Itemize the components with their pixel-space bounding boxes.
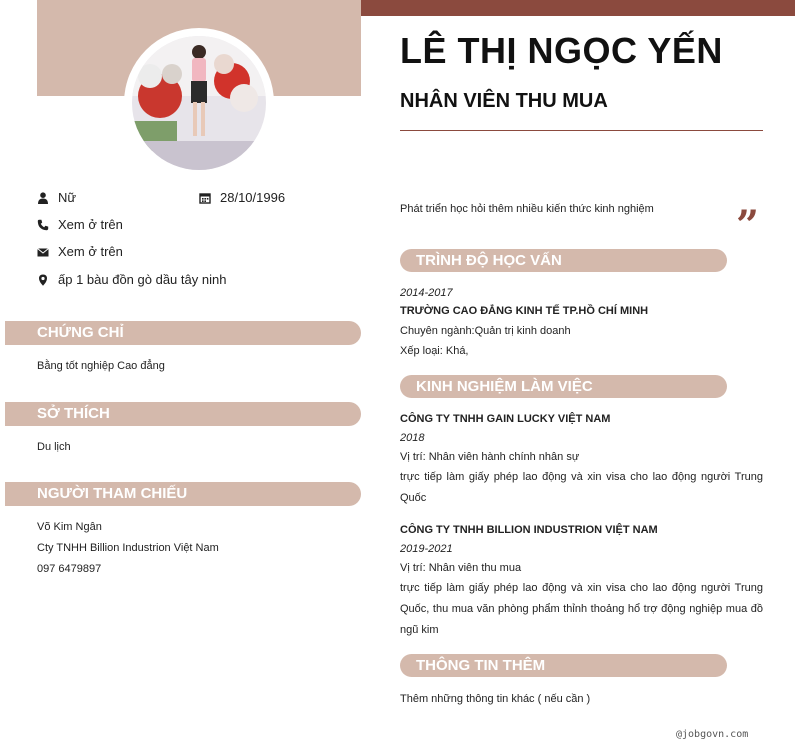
hobbies-heading: SỞ THÍCH xyxy=(5,402,361,426)
top-accent-bar xyxy=(361,0,795,16)
job-description: trực tiếp làm giấy phép lao động và xin visa cho lao động người Trung Quốc xyxy=(400,471,763,504)
envelope-icon xyxy=(37,246,49,258)
experience-heading: KINH NGHIỆM LÀM VIỆC xyxy=(400,375,727,398)
candidate-name: LÊ THỊ NGỌC YẾN xyxy=(400,30,723,71)
user-icon xyxy=(37,192,49,204)
job-period: 2018 xyxy=(400,432,425,444)
job-period: 2019-2021 xyxy=(400,543,453,555)
education-school: TRƯỜNG CAO ĐẲNG KINH TẾ TP.HỒ CHÍ MINH xyxy=(400,305,649,317)
additional-info-text: Thêm những thông tin khác ( nếu cần ) xyxy=(400,693,591,705)
address-value: ấp 1 bàu đồn gò dầu tây ninh xyxy=(58,272,227,287)
job-position: Vị trí: Nhân viên hành chính nhân sự xyxy=(400,451,580,463)
gender-value: Nữ xyxy=(58,190,77,205)
job-title: NHÂN VIÊN THU MUA xyxy=(400,90,608,112)
reference-company: Cty TNHH Billion Industrion Việt Nam xyxy=(37,542,219,554)
address-row xyxy=(37,272,226,287)
email-value: Xem ở trên xyxy=(58,244,123,259)
certificate-item: Bằng tốt nghiệp Cao đẳng xyxy=(37,360,165,372)
phone-row xyxy=(37,217,123,232)
certificates-heading: CHỨNG CHỈ xyxy=(5,321,361,345)
job-company: CÔNG TY TNHH BILLION INDUSTRION VIỆT NAM xyxy=(400,524,658,536)
education-grade: Xếp loại: Khá, xyxy=(400,345,469,357)
reference-phone: 097 6479897 xyxy=(37,563,102,575)
watermark: @jobgovn.com xyxy=(676,729,749,740)
avatar-photo xyxy=(132,36,266,170)
avatar xyxy=(132,36,266,170)
email-row xyxy=(37,244,123,259)
references-heading: NGƯỜI THAM CHIẾU xyxy=(5,482,361,506)
job-company: CÔNG TY TNHH GAIN LUCKY VIỆT NAM xyxy=(400,413,611,425)
location-pin-icon xyxy=(37,274,49,286)
job-position: Vị trí: Nhân viên thu mua xyxy=(400,562,522,574)
education-heading: TRÌNH ĐỘ HỌC VẤN xyxy=(400,249,727,272)
calendar-icon xyxy=(199,192,211,204)
hobby-item: Du lịch xyxy=(37,441,71,453)
additional-info-heading: THÔNG TIN THÊM xyxy=(400,654,727,677)
birth-date-row xyxy=(199,190,285,205)
education-major: Chuyên ngành:Quản trị kinh doanh xyxy=(400,325,571,337)
gender-row xyxy=(37,190,76,205)
career-objective: Phát triển học hỏi thêm nhiều kiến thức kinh nghiệm xyxy=(400,203,654,215)
phone-icon xyxy=(37,219,49,231)
reference-name: Võ Kim Ngân xyxy=(37,521,102,533)
birth-date-value: 28/10/1996 xyxy=(220,190,286,205)
education-period: 2014-2017 xyxy=(400,287,453,299)
phone-value: Xem ở trên xyxy=(58,217,123,232)
job-description: trực tiếp làm giấy phép lao động và xin visa cho lao động người Trung Quốc, thu mua văn phòng phẩm thỉnh thoảng hổ trợ động nghiệp mua đồ ngũ kim xyxy=(400,582,763,636)
quote-icon: ” xyxy=(736,202,760,249)
title-divider xyxy=(400,130,763,131)
